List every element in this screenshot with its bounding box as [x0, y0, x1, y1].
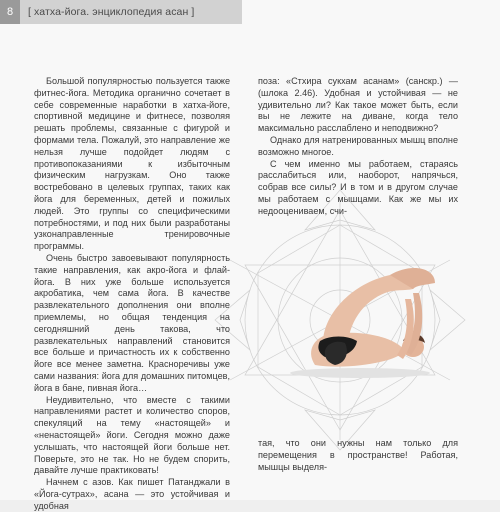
yoga-backbend-figure-icon: [285, 255, 460, 385]
right-column: [258, 76, 458, 218]
running-header: [ хатха-йога. энциклопедия асан ]: [20, 0, 242, 24]
right-column-continuation: тая, что они нужны нам только для перемещения в пространстве! Работая, мышцы выделя-: [258, 438, 458, 472]
paragraph: С чем именно мы работаем, стараясь расслабиться или, наоборот, напрячься, собрав все силы? И в том и в другом случае мы работаем с мышцами. Как же мы их недооцениваем, счи-: [258, 158, 458, 216]
paragraph: поза: «Стхира сукхам асанам» (санскр.) — (шлока 2.46). Удобная и устойчивая — не удивительно ли? Как такое может быть, если вы не лежите на диване, когда тело максимально расслаблено и неподвижно?: [258, 76, 458, 134]
paragraph: Неудивительно, что вместе с такими направлениями растет и количество споров, спекуляций на тему «настоящей» и «ненастоящей» йоги. Сегодня можно даже услышать, что настоящей йоги больше нет. Поверьте, это не так. Но не будем спорить, давайте лучше практиковать!: [34, 394, 230, 476]
paragraph: Очень быстро завоевывают популярность такие направления, как акро-йога и флай-йога. В них уже больше используется акробатика, чем сама йога. В качестве развлекательного дополнения они вполне приемлемы, но общая тенденция на сегодняшний день такова, что развлекательных направлений становится все больше и причастность их к собственно йоге все менее заметна. Красноречивы уже сами названия: йога для домашних питомцев, йога в бане, пивная йога…: [34, 252, 230, 393]
page-number: 8: [0, 0, 20, 24]
left-column: [34, 76, 230, 512]
paragraph: Начнем с азов. Как пишет Патанджали в «Йога-сутрах», асана — это устойчивая и удобная: [34, 477, 230, 511]
paragraph: Однако для натренированных мышц вполне возможно многое.: [258, 134, 458, 157]
paragraph: Большой популярностью пользуется также фитнес-йога. Методика органично сочетает в себе современные наработки в хатха-йоге, спортивной медицине и фитнесе, позволяя решать проблемы, связанные с фигурой и формами тела. Пожалуй, это направление же нельзя лучше подойдет людям с противопоказаниями к избыточным физическим нагрузкам. Оно также востребовано в целевых группах, таких как йога для беременных, детей и пожилых людей. Это группы со специфическими потребностями, и под них были разработаны узконаправленные тренировочные программы.: [34, 76, 230, 252]
